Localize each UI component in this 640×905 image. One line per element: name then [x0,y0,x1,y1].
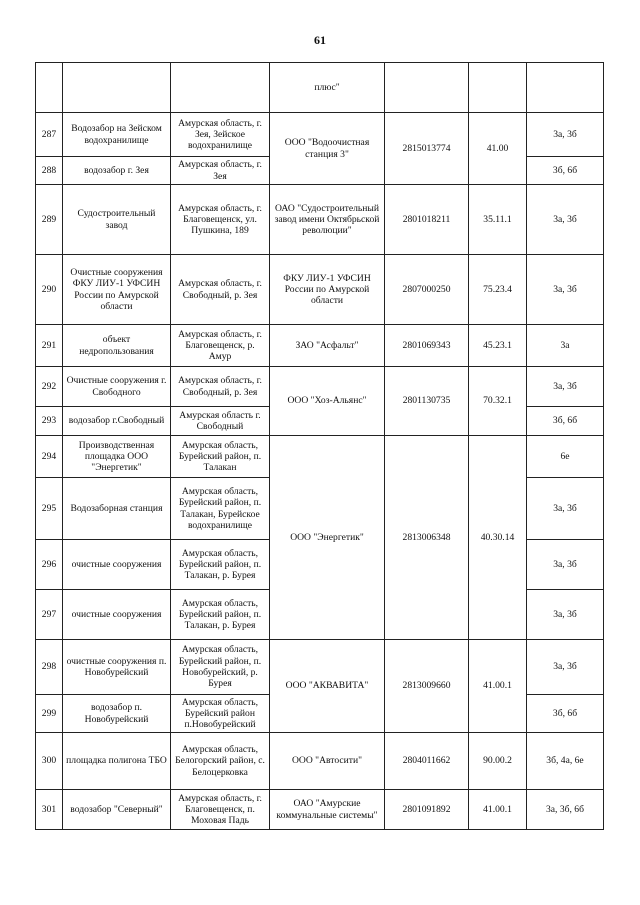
address-cell: Амурская область, Бурейский район, п. Талакан [171,436,270,478]
object-cell: очистные сооружения п. Новобурейский [63,640,171,695]
row-number: 292 [36,367,63,407]
address-cell: Амурская область, г. Зея [171,157,270,185]
codes-cell: 3а, 3б [527,113,604,157]
cell-empty [36,63,63,113]
codes-cell: 3а, 3б [527,640,604,695]
organization-cell: ООО "Водоочистная станция 3" [270,113,385,185]
codes-cell: 3а, 3б [527,540,604,590]
organization-cell: ЗАО "Асфальт" [270,325,385,367]
codes-cell: 3а, 3б [527,185,604,255]
object-cell: площадка полигона ТБО [63,733,171,790]
okved-cell: 41.00.1 [469,640,527,733]
address-cell: Амурская область, г. Благовещенск, ул. Пушкина, 189 [171,185,270,255]
row-number: 290 [36,255,63,325]
row-number: 296 [36,540,63,590]
row-number: 294 [36,436,63,478]
row-number: 289 [36,185,63,255]
okved-cell: 75.23.4 [469,255,527,325]
codes-cell: 3а, 3б [527,590,604,640]
organization-cell: ОАО "Амурские коммунальные системы" [270,790,385,830]
table-row [36,255,604,325]
inn-cell: 2807000250 [385,255,469,325]
object-cell: водозабор г. Зея [63,157,171,185]
table-row [36,436,604,478]
cell-empty [385,63,469,113]
codes-cell: 3б, 6б [527,407,604,436]
codes-cell: 3б, 6б [527,157,604,185]
address-cell: Амурская область, Бурейский район, п. Талакан, р. Бурея [171,540,270,590]
registry-table [35,62,604,830]
codes-cell: 3а, 3б [527,255,604,325]
table-row-continuation [36,63,604,113]
object-cell: Судостроительный завод [63,185,171,255]
codes-cell: 3а, 3б, 6б [527,790,604,830]
organization-cell: ООО "АКВАВИТА" [270,640,385,733]
codes-cell: 3а, 3б [527,367,604,407]
object-cell: Очистные сооружения ФКУ ЛИУ-1 УФСИН России по Амурской области [63,255,171,325]
inn-cell: 2801069343 [385,325,469,367]
organization-cell: ООО "Хоз-Альянс" [270,367,385,436]
inn-cell: 2813009660 [385,640,469,733]
codes-cell: 3а, 3б [527,478,604,540]
object-cell: водозабор г.Свободный [63,407,171,436]
organization-cell: плюс" [270,63,385,113]
table-row [36,733,604,790]
codes-cell: 3а [527,325,604,367]
table-row [36,367,604,407]
okved-cell: 35.11.1 [469,185,527,255]
address-cell: Амурская область, г. Благовещенск, п. Моховая Падь [171,790,270,830]
object-cell: Очистные сооружения г. Свободного [63,367,171,407]
object-cell: Водозаборная станция [63,478,171,540]
address-cell: Амурская область, Бурейский район, п. Новобурейский, р. Бурея [171,640,270,695]
address-cell: Амурская область, г. Свободный, р. Зея [171,367,270,407]
inn-cell: 2815013774 [385,113,469,185]
okved-cell: 90.00.2 [469,733,527,790]
object-cell: Водозабор на Зейском водохранилище [63,113,171,157]
object-cell: водозабор "Северный" [63,790,171,830]
inn-cell: 2804011662 [385,733,469,790]
object-cell: очистные сооружения [63,590,171,640]
row-number: 301 [36,790,63,830]
address-cell: Амурская область, г. Свободный, р. Зея [171,255,270,325]
cell-empty [469,63,527,113]
organization-cell: ООО "Энергетик" [270,436,385,640]
table-row [36,325,604,367]
codes-cell: 3б, 4а, 6е [527,733,604,790]
table-row [36,113,604,157]
organization-cell: ОАО "Судостроительный завод имени Октябрьской революции" [270,185,385,255]
address-cell: Амурская область, г. Благовещенск, р. Амур [171,325,270,367]
row-number: 293 [36,407,63,436]
address-cell: Амурская область, г. Зея, Зейское водохранилище [171,113,270,157]
row-number: 299 [36,695,63,733]
codes-cell: 6е [527,436,604,478]
row-number: 297 [36,590,63,640]
row-number: 291 [36,325,63,367]
inn-cell: 2801018211 [385,185,469,255]
address-cell: Амурская область, Бурейский район п.Новобурейский [171,695,270,733]
table-row [36,640,604,695]
address-cell: Амурская область, Бурейский район, п. Талакан, р. Бурея [171,590,270,640]
cell-empty [527,63,604,113]
address-cell: Амурская область, Белогорский район, с. Белоцерковка [171,733,270,790]
table-row [36,185,604,255]
row-number: 288 [36,157,63,185]
object-cell: объект недропользования [63,325,171,367]
okved-cell: 41.00 [469,113,527,185]
object-cell: Производственная площадка ООО "Энергетик" [63,436,171,478]
page-number: 61 [314,33,326,47]
inn-cell: 2813006348 [385,436,469,640]
cell-empty [63,63,171,113]
organization-cell: ФКУ ЛИУ-1 УФСИН России по Амурской области [270,255,385,325]
row-number: 300 [36,733,63,790]
table-row [36,790,604,830]
okved-cell: 40.30.14 [469,436,527,640]
address-cell: Амурская область г. Свободный [171,407,270,436]
inn-cell: 2801130735 [385,367,469,436]
cell-empty [171,63,270,113]
address-cell: Амурская область, Бурейский район, п. Талакан, Бурейское водохранилище [171,478,270,540]
row-number: 298 [36,640,63,695]
object-cell: очистные сооружения [63,540,171,590]
okved-cell: 41.00.1 [469,790,527,830]
row-number: 287 [36,113,63,157]
organization-cell: ООО "Автосити" [270,733,385,790]
object-cell: водозабор п. Новобурейский [63,695,171,733]
row-number: 295 [36,478,63,540]
okved-cell: 70.32.1 [469,367,527,436]
codes-cell: 3б, 6б [527,695,604,733]
inn-cell: 2801091892 [385,790,469,830]
okved-cell: 45.23.1 [469,325,527,367]
